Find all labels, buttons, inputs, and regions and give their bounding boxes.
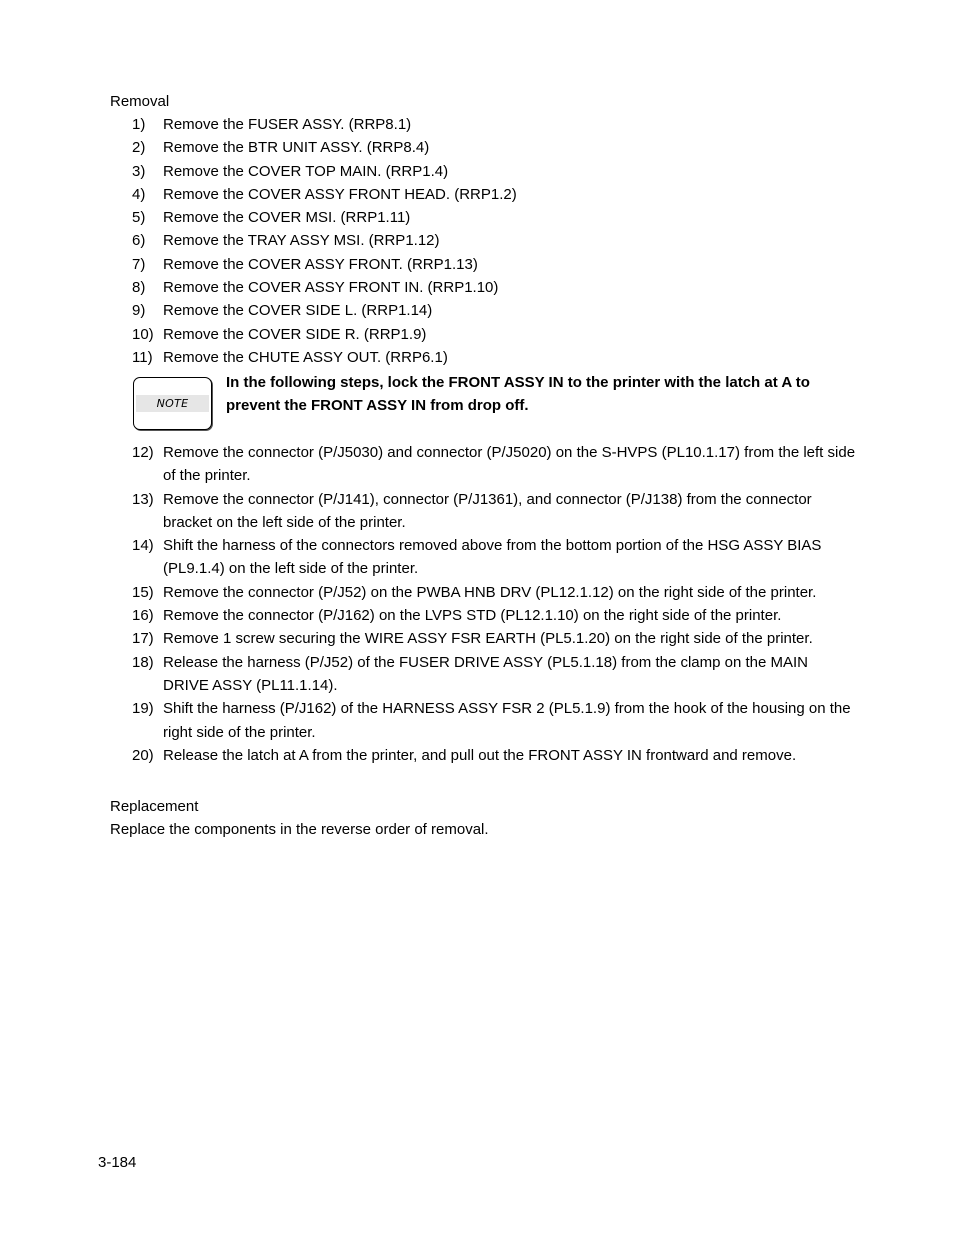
step-item bbox=[132, 299, 862, 322]
step-item bbox=[132, 276, 862, 299]
step-number: 15) bbox=[132, 583, 154, 601]
step-number: 18) bbox=[132, 653, 154, 671]
step-text: Remove the COVER ASSY FRONT IN. (RRP1.10) bbox=[163, 279, 499, 297]
step-text: Remove the CHUTE ASSY OUT. (RRP6.1) bbox=[163, 348, 448, 366]
step-text: Remove the connector (P/J141), connector (P/J1361), and connector (P/J138) from the connector bracket on the left side of the printer. bbox=[163, 490, 812, 531]
step-text: Remove the FUSER ASSY. (RRP8.1) bbox=[163, 116, 412, 133]
step-text: Release the latch at A from the printer, and pull out the FRONT ASSY IN frontward and remove. bbox=[163, 746, 797, 764]
step-item bbox=[132, 627, 862, 650]
step-number: 16) bbox=[132, 607, 154, 625]
step-number: 8) bbox=[132, 279, 146, 297]
step-number: 10) bbox=[132, 325, 154, 343]
step-item bbox=[132, 136, 862, 159]
step-item bbox=[132, 441, 862, 488]
step-number: 19) bbox=[132, 700, 154, 718]
step-item bbox=[132, 581, 862, 604]
step-number: 7) bbox=[132, 255, 146, 273]
removal-steps-list-b bbox=[132, 441, 862, 767]
note-text: In the following steps, lock the FRONT ASSY IN to the printer with the latch at A to prevent the FRONT ASSY IN from drop off. bbox=[226, 374, 810, 415]
step-item bbox=[132, 346, 862, 369]
step-item bbox=[132, 253, 862, 276]
step-item bbox=[132, 697, 862, 744]
step-text: Remove the connector (P/J52) on the PWBA HNB DRV (PL12.1.12) on the right side of the printer. bbox=[163, 583, 817, 601]
step-number: 12) bbox=[132, 444, 154, 461]
removal-heading: Removal bbox=[110, 93, 170, 110]
step-item bbox=[132, 488, 862, 535]
step-text: Remove the connector (P/J162) on the LVPS STD (PL12.1.10) on the right side of the printer. bbox=[163, 607, 782, 625]
step-text: Remove the COVER SIDE L. (RRP1.14) bbox=[163, 302, 433, 320]
step-number: 13) bbox=[132, 490, 154, 508]
removal-steps-list-a bbox=[132, 113, 862, 369]
step-number: 1) bbox=[132, 116, 146, 133]
replacement-text: Replace the components in the reverse order of removal. bbox=[110, 821, 489, 838]
step-item bbox=[132, 183, 862, 206]
step-item bbox=[132, 744, 862, 767]
step-text: Release the harness (P/J52) of the FUSER DRIVE ASSY (PL5.1.18) from the clamp on the MAIN DRIVE ASSY (PL11.1.14). bbox=[163, 653, 809, 694]
step-text: Remove the COVER SIDE R. (RRP1.9) bbox=[163, 325, 427, 343]
step-number: 4) bbox=[132, 185, 146, 203]
step-text: Remove the COVER MSI. (RRP1.11) bbox=[163, 209, 411, 227]
step-number: 11) bbox=[132, 348, 153, 366]
step-text: Remove the TRAY ASSY MSI. (RRP1.12) bbox=[163, 232, 440, 250]
step-item bbox=[132, 160, 862, 183]
step-item bbox=[132, 534, 862, 581]
step-text: Remove 1 screw securing the WIRE ASSY FSR EARTH (PL5.1.20) on the right side of the printer. bbox=[163, 630, 813, 648]
step-number: 6) bbox=[132, 232, 146, 250]
note-label: NOTE bbox=[156, 397, 189, 410]
step-text: Shift the harness (P/J162) of the HARNESS ASSY FSR 2 (PL5.1.9) from the hook of the housing on the right side of the printer. bbox=[163, 700, 851, 741]
step-number: 17) bbox=[132, 630, 154, 648]
note-icon bbox=[133, 377, 212, 430]
step-item bbox=[132, 323, 862, 346]
step-item bbox=[132, 113, 862, 136]
step-text: Remove the COVER TOP MAIN. (RRP1.4) bbox=[163, 162, 449, 180]
step-text: Remove the COVER ASSY FRONT HEAD. (RRP1.2) bbox=[163, 185, 517, 203]
step-number: 5) bbox=[132, 209, 146, 227]
page-number: 3-184 bbox=[98, 1154, 137, 1171]
step-text: Remove the COVER ASSY FRONT. (RRP1.13) bbox=[163, 255, 478, 273]
step-number: 14) bbox=[132, 537, 154, 555]
step-number: 3) bbox=[132, 162, 146, 180]
step-number: 2) bbox=[132, 139, 146, 157]
step-item bbox=[132, 206, 862, 229]
step-item bbox=[132, 229, 862, 252]
step-text: Shift the harness of the connectors removed above from the bottom portion of the HSG ASSY BIAS (PL9.1.4) on the left side of the printer. bbox=[163, 537, 822, 578]
step-item bbox=[132, 604, 862, 627]
step-text: Remove the BTR UNIT ASSY. (RRP8.4) bbox=[163, 139, 430, 157]
note-label-band bbox=[136, 395, 209, 412]
step-item bbox=[132, 651, 862, 698]
step-number: 20) bbox=[132, 746, 154, 764]
step-number: 9) bbox=[132, 302, 146, 320]
replacement-heading: Replacement bbox=[110, 798, 199, 815]
step-text: Remove the connector (P/J5030) and connector (P/J5020) on the S-HVPS (PL10.1.17) from the left side of the printer. bbox=[163, 444, 856, 485]
